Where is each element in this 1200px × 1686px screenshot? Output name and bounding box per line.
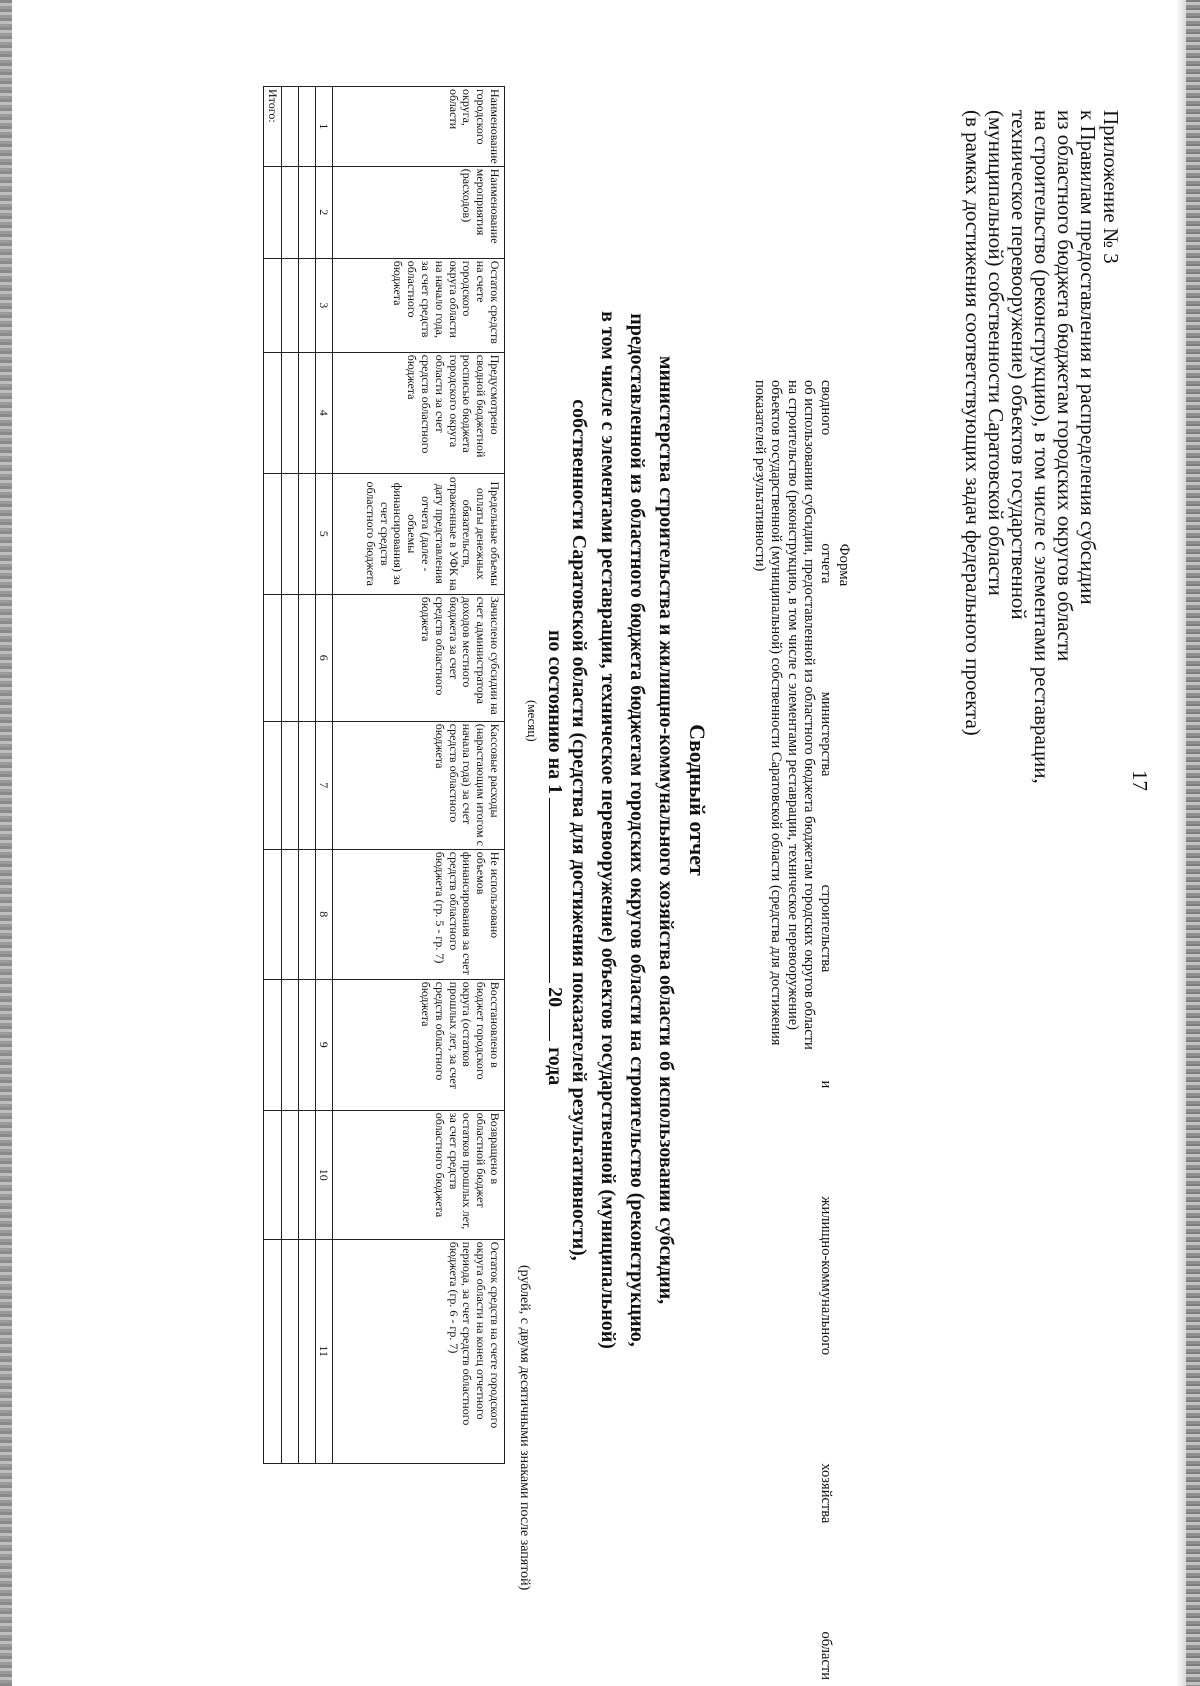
table-header-cell: Остаток средств на счете городского округа области на начало года, за счет средств областного бюджета [333, 258, 505, 352]
table-cell [264, 594, 282, 721]
table-cell [282, 1110, 299, 1239]
table-cell [299, 849, 316, 979]
column-number: 10 [316, 1110, 333, 1239]
column-number: 8 [316, 849, 333, 979]
table-cell [264, 849, 282, 979]
table-cell [264, 166, 282, 258]
table-cell [282, 979, 299, 1110]
form-caption-line: сводного отчета министерства строительства и жилищно-коммунального хозяйства области [818, 380, 834, 1680]
report-subtitle-line: в том числе с элементами реставрации, техническое перевооружение) объектов государственной (муниципальной) [597, 311, 619, 1349]
table-column-numbers-row [316, 87, 333, 1464]
report-date-line [543, 630, 566, 1085]
column-number: 7 [316, 721, 333, 849]
table-cell [264, 979, 282, 1110]
table-cell [299, 594, 316, 721]
table-header-cell: Остаток средств на счете городского округа области на конец отчетного периода, за счет средств областного бюджета (гр. 6 - гр. 7) [333, 1239, 505, 1463]
table-cell [282, 721, 299, 849]
table-header-cell: Зачислено субсидии на счет администратора доходов местного бюджета за счет средств областного бюджета [333, 594, 505, 721]
year-prefix: 20 [544, 987, 566, 1008]
form-caption-line: показателей результативности) [752, 380, 768, 572]
table-cell [282, 849, 299, 979]
column-number: 1 [316, 87, 333, 167]
annex-line: из областного бюджета бюджетам городских округов области [1053, 110, 1077, 662]
column-number: 4 [316, 352, 333, 473]
annex-line: на строительство (реконструкцию), в том числе с элементами реставрации, [1030, 110, 1054, 784]
table-cell [282, 1239, 299, 1463]
form-caption-line: об использовании субсидии, предоставленной из областного бюджета бюджетам городских округов области [801, 380, 818, 1050]
table-cell [299, 352, 316, 473]
report-subtitle [564, 60, 680, 1600]
column-number: 11 [316, 1239, 333, 1463]
table-cell [299, 979, 316, 1110]
column-number: 9 [316, 979, 333, 1110]
column-number: 3 [316, 258, 333, 352]
report-subtitle-line: министерства строительства и жилищно-коммунального хозяйства области об использовании субсидии, [655, 355, 677, 1305]
table-cell [299, 166, 316, 258]
report-table [263, 86, 505, 1464]
table-header-cell: Наименование мероприятия (расходов) [333, 166, 505, 258]
form-caption [752, 380, 835, 1680]
table-total-row [264, 87, 282, 1464]
table-cell [264, 721, 282, 849]
table-cell [264, 1110, 282, 1239]
table-header-cell: Возвращено в областной бюджет остатков прошлых лет, за счет средств областного бюджета [333, 1110, 505, 1239]
total-label: Итого: [264, 87, 282, 167]
table-header-cell: Предельные объемы оплаты денежных обязательств, отраженные в УФК на дату представления отчета (далее - объемы финансирования) за счет средств областного бюджета [333, 473, 505, 594]
table-cell [282, 473, 299, 594]
annex-line: (муниципальной) собственности Саратовской области [984, 110, 1008, 596]
column-number: 6 [316, 594, 333, 721]
table-cell [282, 87, 299, 167]
table-cell [299, 721, 316, 849]
table-cell [264, 1239, 282, 1463]
table-row [299, 87, 316, 1464]
table-header-cell: Наименование городского округа, области [333, 87, 505, 167]
form-label: Форма [836, 543, 852, 587]
table-header-cell: Не использовано объемов финансирования за счет средств областного бюджета (гр. 5 - гр. 7) [333, 849, 505, 979]
table-header-cell: Предусмотрено сводной бюджетной росписью бюджета городского округа области за счет средств областного бюджета [333, 352, 505, 473]
month-hint: (месяц) [525, 700, 540, 742]
table-cell [299, 473, 316, 594]
annex-line: к Правилам предоставления и распределения субсидии [1076, 110, 1100, 605]
page-number: 17 [1128, 770, 1152, 791]
annex-line: (в рамках достижения соответствующих задач федерального проекта) [961, 110, 985, 736]
table-cell [299, 1110, 316, 1239]
table-cell [299, 258, 316, 352]
annex-line: Приложение № 3 [1099, 110, 1123, 264]
form-caption-line: на строительство (реконструкцию, в том числе с элементами реставрации, техническое перевооружение) [785, 380, 801, 1030]
annex-line: техническое перевооружение) объектов государственной [1007, 110, 1031, 620]
table-header-cell: Кассовые расходы (нарастающим итогом с начала года) за счет средств областного бюджета [333, 721, 505, 849]
table-cell [299, 1239, 316, 1463]
column-number: 5 [316, 473, 333, 594]
table-cell [282, 594, 299, 721]
report-subtitle-line: предоставленной из областного бюджета бюджетам городских округов области на строительство (реконструкцию, [626, 313, 648, 1347]
annex-header [961, 110, 1122, 1070]
report-subtitle-line: собственности Саратовской области (средства для достижения показателей результативности), [568, 399, 590, 1261]
year-blank [549, 1009, 550, 1041]
table-row [282, 87, 299, 1464]
column-number: 2 [316, 166, 333, 258]
form-caption-line: объектов государственной (муниципальной) собственности Саратовской области (средства для достижения [768, 380, 785, 1046]
date-prefix: по состоянию на 1 [544, 630, 566, 795]
table-cell [282, 258, 299, 352]
table-header-cell: Восстановлено в бюджет городского округа (остатков прошлых лет, за счет средств областного бюджета [333, 979, 505, 1110]
table-cell [282, 166, 299, 258]
report-title: Сводный отчет [685, 724, 710, 876]
table-cell [299, 87, 316, 167]
table-cell [264, 258, 282, 352]
table-header-row [333, 87, 505, 1464]
table-cell [264, 352, 282, 473]
month-blank [549, 798, 550, 983]
table-cell [264, 473, 282, 594]
table-cell [282, 352, 299, 473]
date-suffix: года [544, 1047, 566, 1086]
units-note: (рублей, с двумя десятичными знаками после запятой) [517, 1265, 532, 1591]
